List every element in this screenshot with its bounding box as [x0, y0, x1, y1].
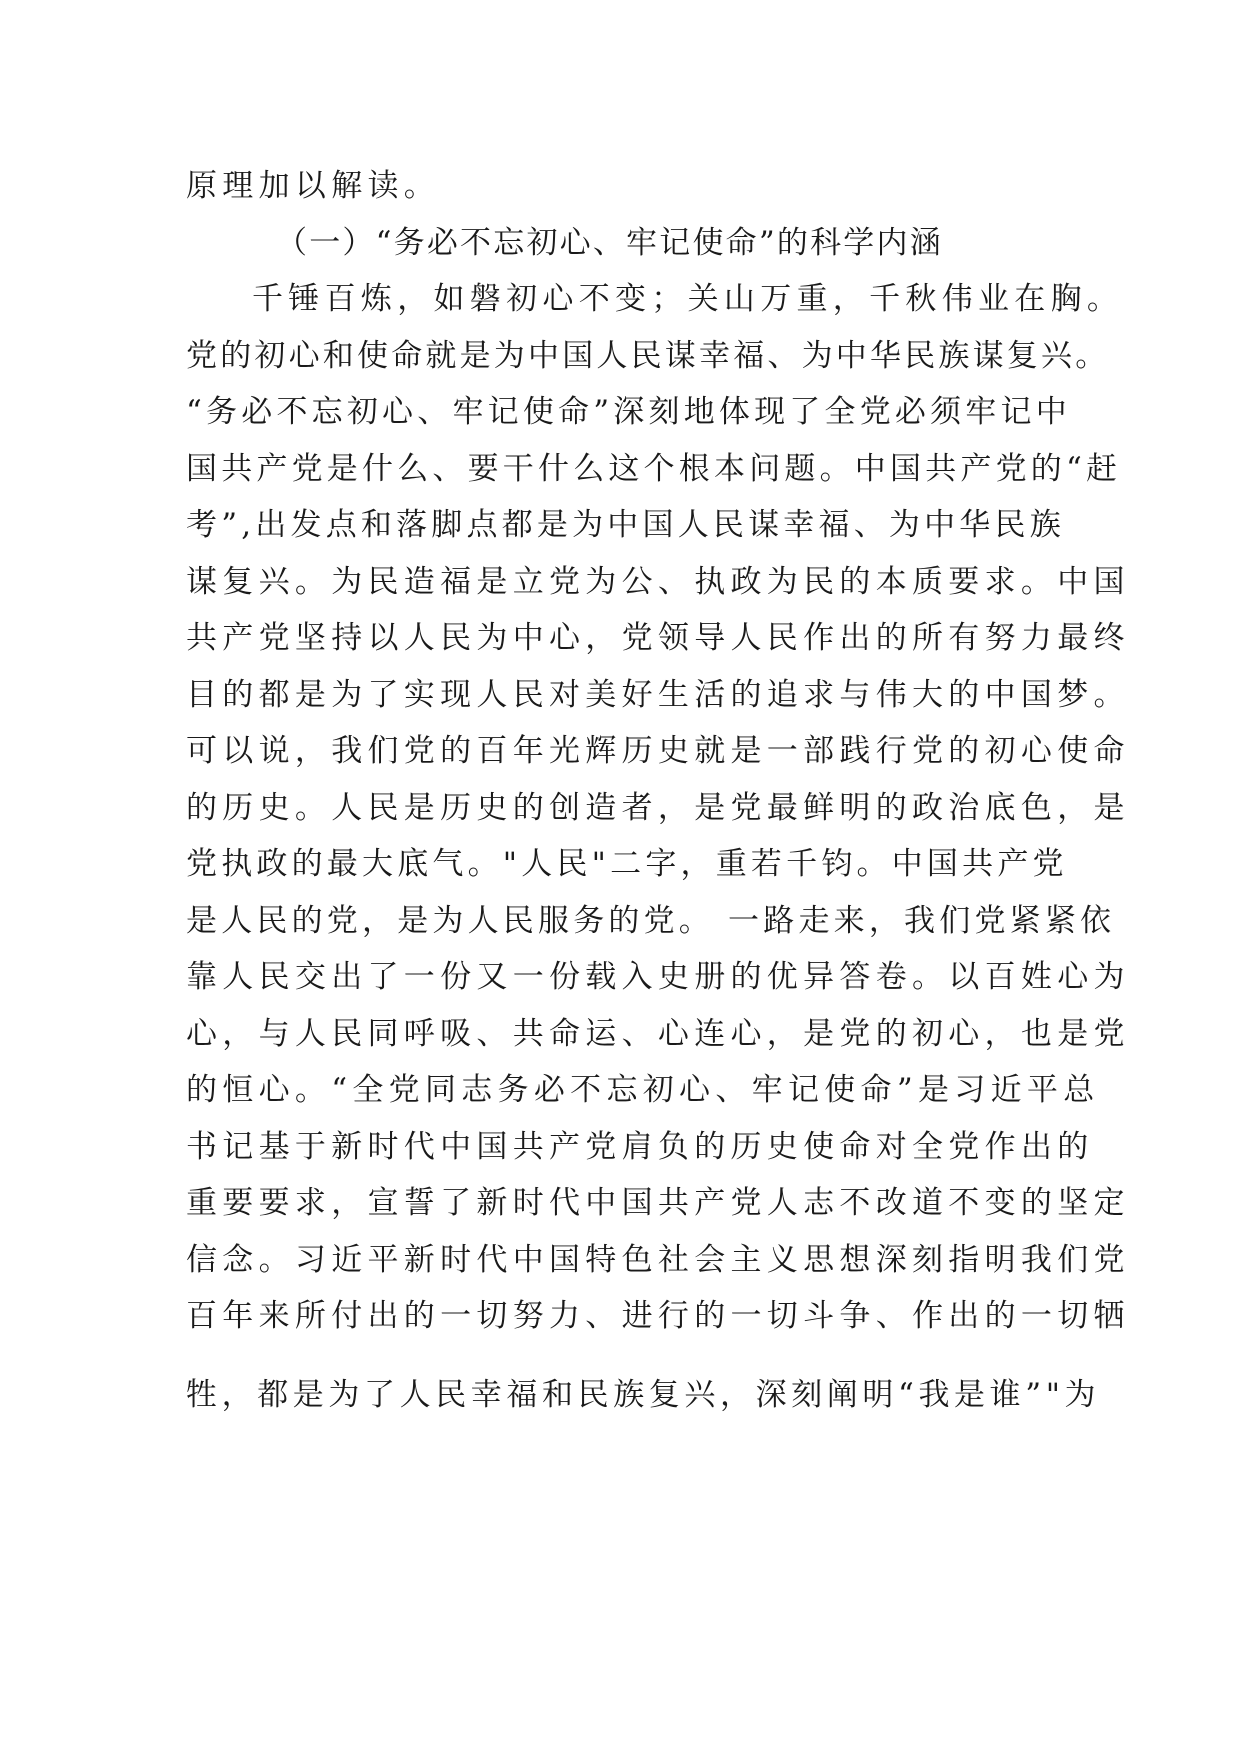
- text-line: 谋复兴。为民造福是立党为公、执政为民的本质要求。中国: [186, 563, 1130, 600]
- text-line: 书记基于新时代中国共产党肩负的历史使命对全党作出的: [186, 1128, 1094, 1165]
- text-line: 原理加以解读。: [186, 168, 441, 204]
- text-line: 党执政的最大底气。"人民"二字，重若千钧。中国共产党: [186, 846, 1068, 882]
- text-line: 的恒心。“全党同志务必不忘初心、牢记使命”是习近平总: [186, 1072, 1100, 1108]
- paragraph-first-line: 千锤百炼，如磐初心不变；关山万重，千秋伟业在胸。: [252, 281, 1124, 317]
- text-line: 心，与人民同呼吸、共命运、心连心，是党的初心，也是党: [186, 1015, 1130, 1052]
- text-line: 目的都是为了实现人民对美好生活的追求与伟大的中国梦。: [186, 676, 1130, 713]
- text-line: 牲，都是为了人民幸福和民族复兴，深刻阐明“我是谁”"为: [186, 1376, 1101, 1413]
- text-line: 信念。习近平新时代中国特色社会主义思想深刻指明我们党: [186, 1241, 1130, 1278]
- text-line: 党的初心和使命就是为中国人民谋幸福、为中华民族谋复兴。: [186, 337, 1110, 374]
- text-line: 的历史。人民是历史的创造者，是党最鲜明的政治底色，是: [186, 789, 1130, 826]
- text-line: 考”,出发点和落脚点都是为中国人民谋幸福、为中华民族: [186, 507, 1065, 543]
- text-line: 百年来所付出的一切努力、进行的一切斗争、作出的一切牺: [186, 1298, 1130, 1334]
- text-line: 靠人民交出了一份又一份载入史册的优异答卷。以百姓心为: [186, 959, 1130, 995]
- section-heading: （一）“务必不忘初心、牢记使命”的科学内涵: [276, 224, 943, 261]
- text-line: 是人民的党，是为人民服务的党。 一路走来，我们党紧紧依: [186, 902, 1116, 939]
- text-line: “务必不忘初心、牢记使命”深刻地体现了全党必须牢记中: [186, 394, 1071, 430]
- body-text: [186, 158, 1130, 1423]
- text-line: 共产党坚持以人民为中心，党领导人民作出的所有努力最终: [186, 620, 1130, 656]
- text-line: 国共产党是什么、要干什么这个根本问题。中国共产党的“赶: [186, 450, 1122, 487]
- text-line: 可以说，我们党的百年光辉历史就是一部践行党的初心使命: [186, 733, 1130, 769]
- text-line: 重要要求，宣誓了新时代中国共产党人志不改道不变的坚定: [186, 1185, 1130, 1221]
